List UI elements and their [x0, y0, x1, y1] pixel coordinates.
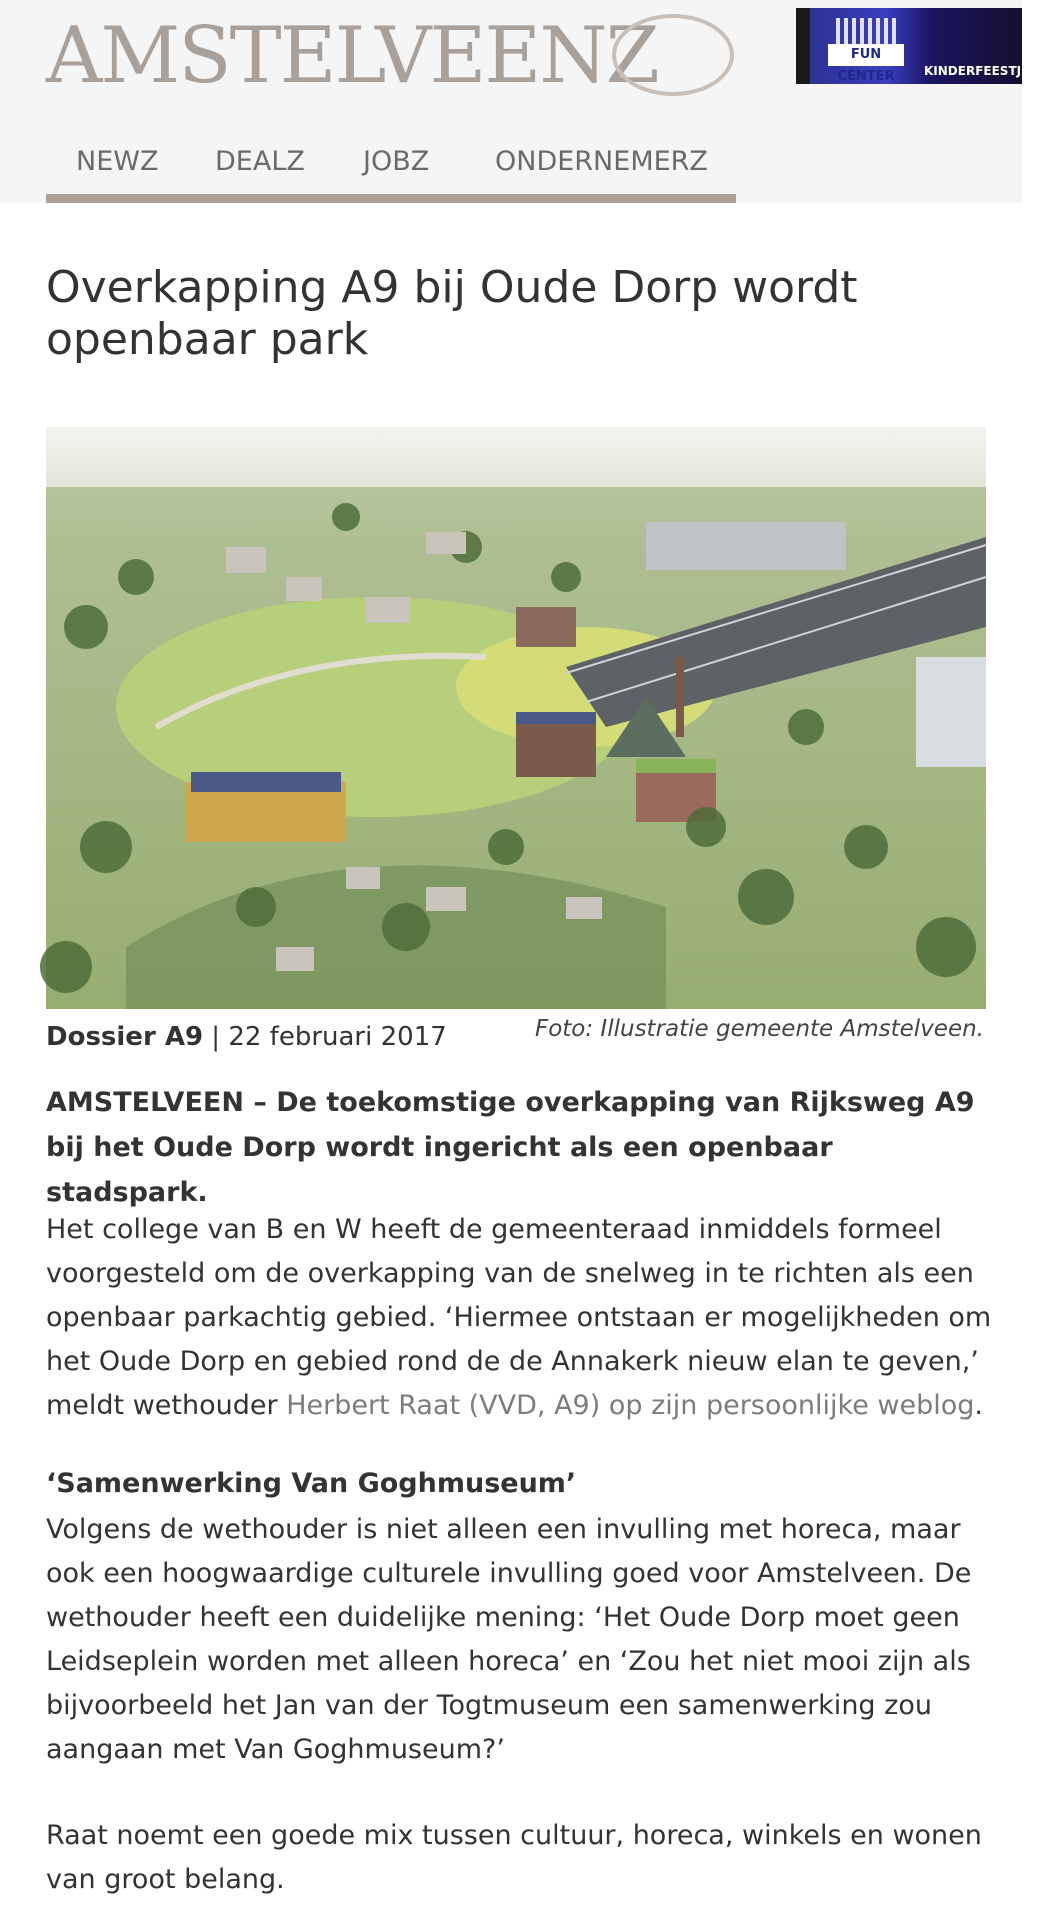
nav-item-jobz[interactable]: JOBZ: [363, 146, 430, 177]
main-nav: [46, 140, 736, 204]
ad-skyline-graphic: [836, 18, 896, 44]
article-paragraph-3: Raat noemt een goede mix tussen cultuur, horeca, winkels en wonen van groot belang.: [46, 1820, 982, 1895]
ad-banner[interactable]: [796, 8, 1038, 84]
ad-brand-label: FUN CENTER: [828, 44, 904, 66]
article-meta: [46, 1022, 447, 1052]
ad-side-strip: [796, 8, 810, 84]
nav-item-newz[interactable]: NEWZ: [76, 146, 159, 177]
publish-date: 22 februari 2017: [228, 1022, 447, 1052]
ad-tagline: KINDERFEESTJES: [924, 64, 1038, 78]
aerial-illustration: [46, 427, 986, 1009]
paragraph-1-end: .: [974, 1390, 983, 1421]
logo-ring: [612, 14, 734, 96]
weblog-link[interactable]: Herbert Raat (VVD, A9) op zijn persoonlijke weblog: [286, 1390, 975, 1421]
nav-underline: [46, 194, 736, 203]
paragraph-1-text: Het college van B en W heeft de gemeenteraad inmiddels formeel voorgesteld om de overkapping van de snelweg in te richten als een openbaar parkachtig gebied. ‘Hiermee ontstaan er mogelijkheden om het Oude Dorp en gebied rond de de Annakerk nieuw elan te geven,’ meldt wethouder: [46, 1214, 992, 1421]
site-header: [0, 0, 1038, 203]
article-paragraph-2: Volgens de wethouder is niet alleen een invulling met horeca, maar ook een hoogwaardige culturele invulling goed voor Amstelveen. De wethouder heeft een duidelijke mening: ‘Het Oude Dorp moet geen Leidseplein worden met alleen horeca’ en ‘Zou het niet mooi zijn als bijvoorbeeld het Jan van der Togtmuseum een samenwerking zou aangaan met Van Goghmuseum?’: [46, 1514, 972, 1765]
article-lead: AMSTELVEEN – De toekomstige overkapping van Rijksweg A9 bij het Oude Dorp wordt ingericht als een openbaar stadspark.: [46, 1087, 975, 1208]
dossier-link[interactable]: Dossier A9: [46, 1022, 204, 1052]
article-subheading: ‘Samenwerking Van Goghmuseum’: [46, 1468, 577, 1499]
nav-item-dealz[interactable]: DEALZ: [215, 146, 305, 177]
article-title: Overkapping A9 bij Oude Dorp wordt openbaar park: [46, 262, 858, 365]
photo-credit: Foto: Illustratie gemeente Amstelveen.: [534, 1016, 984, 1042]
meta-separator: |: [211, 1022, 221, 1052]
nav-item-ondernemerz[interactable]: ONDERNEMERZ: [495, 146, 708, 177]
article-hero-image: [46, 427, 986, 1009]
article-paragraph-1: [46, 1208, 996, 1428]
site-logo[interactable]: AMSTELVEENZ: [46, 11, 658, 101]
